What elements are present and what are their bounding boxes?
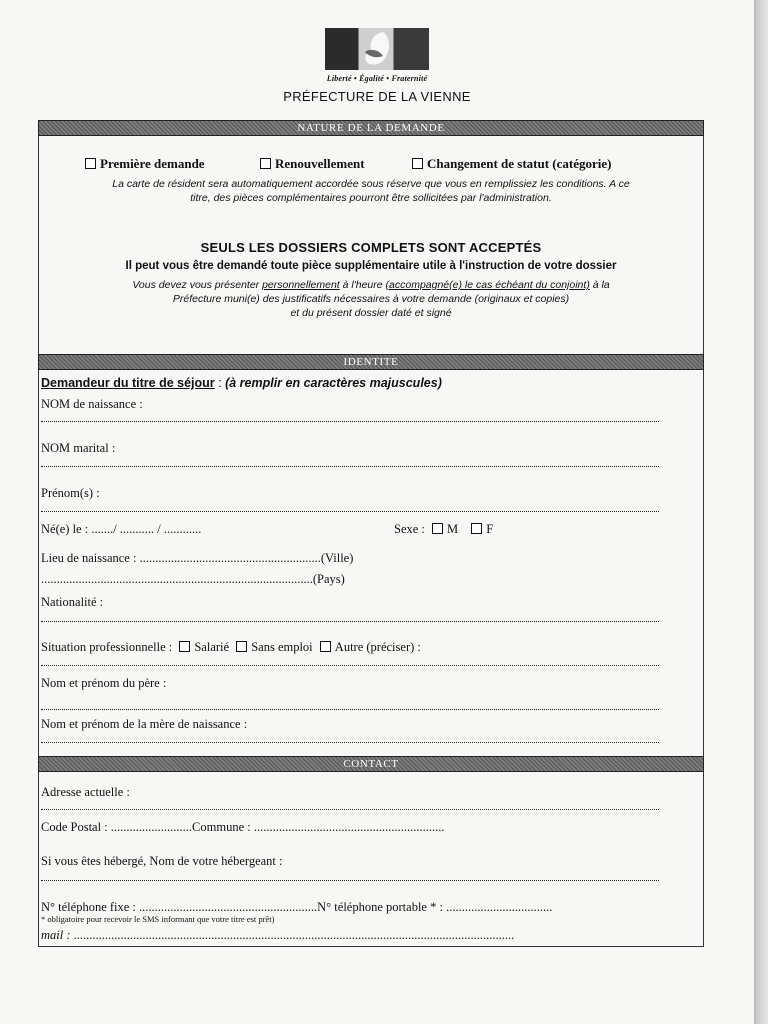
checkbox-sexe-m[interactable] [432,523,443,534]
applicant-heading: Demandeur du titre de séjour : (à remplir en caractères majuscules) [41,376,442,390]
nom-naissance-field[interactable] [41,421,659,422]
nationalite-field[interactable] [41,621,659,622]
adresse-field[interactable] [41,809,659,810]
checkbox-renouvellement[interactable] [260,158,271,169]
checkbox-autre[interactable] [320,641,331,652]
checkbox-premiere-demande[interactable] [85,158,96,169]
prefecture-title: PRÉFECTURE DE LA VIENNE [283,89,471,104]
mere-field[interactable] [41,742,659,743]
complete-files-warning: SEULS LES DOSSIERS COMPLETS SONT ACCEPTÉS [200,240,542,255]
option-renouvellement[interactable]: Renouvellement [260,156,365,172]
sexe-group: Sexe : M F [394,522,494,536]
situation-group: Situation professionnelle : Salarié Sans emploi Autre (préciser) : [41,640,421,654]
header [0,28,754,104]
pays-naissance-field[interactable]: .......................................................................................(Pays) [41,572,345,586]
checkbox-sans-emploi[interactable] [236,641,247,652]
contact-section [38,772,704,947]
marianne-profile-icon [325,28,429,70]
hebergeant-field[interactable] [41,880,659,881]
identite-section [38,370,704,757]
checkbox-sexe-f[interactable] [471,523,482,534]
marianne-logo [325,28,429,70]
sms-note: * obligatoire pour recevoir le SMS informant que votre titre est prêt) [41,914,275,924]
republic-motto: Liberté • Égalité • Fraternité [326,74,428,83]
hebergeant-label: Si vous êtes hébergé, Nom de votre hébergeant : [41,854,283,868]
situation-field[interactable] [41,665,659,666]
resident-card-note: La carte de résident sera automatiquement accordée sous réserve que vous en remplissiez les conditions. A ce titre, des pièces complémentaires pourront être sollicitées par l'administration. [112,178,630,204]
nom-naissance-label: NOM de naissance : [41,397,143,411]
pere-field[interactable] [41,709,659,710]
pere-label: Nom et prénom du père : [41,676,167,690]
checkbox-changement-statut[interactable] [412,158,423,169]
extra-documents-note: Il peut vous être demandé toute pièce supplémentaire utile à l'instruction de votre dossier [125,260,617,272]
page-edge-shadow [756,0,768,1024]
adresse-label: Adresse actuelle : [41,785,130,799]
prenoms-field[interactable] [41,511,659,512]
mere-label: Nom et prénom de la mère de naissance : [41,717,248,731]
date-naissance-field[interactable]: Né(e) le : ......./ ........... / ............ [41,522,202,536]
checkbox-salarie[interactable] [179,641,190,652]
nationalite-label: Nationalité : [41,595,104,609]
lieu-naissance-field[interactable]: Lieu de naissance : ..........................................................(Ville) [41,551,354,565]
nom-marital-field[interactable] [41,466,659,467]
telephone-fields[interactable]: N° téléphone fixe : .........................................................N° téléphone portable * : .................................. [41,900,553,914]
option-premiere-demande[interactable]: Première demande [85,156,205,172]
nom-marital-label: NOM marital : [41,441,116,455]
mail-field[interactable]: mail : ............................................................................................................................................. [41,928,515,942]
section-bar-contact: CONTACT [38,756,704,772]
section-bar-identite: IDENTITE [38,354,704,370]
presence-instructions: Vous devez vous présenter personnellement à l'heure (accompagné(e) le cas échéant du conjoint) à la Préfecture muni(e) des justificatifs nécessaires à votre demande (originaux et copies) et du présent dossier daté et signé [132,279,610,319]
prenoms-label: Prénom(s) : [41,486,100,500]
section-bar-nature: NATURE DE LA DEMANDE [38,120,704,136]
nature-section [38,136,704,355]
code-postal-commune-field[interactable]: Code Postal : ..........................Commune : ............................................................. [41,820,445,834]
option-changement-statut[interactable]: Changement de statut (catégorie) [412,156,611,172]
